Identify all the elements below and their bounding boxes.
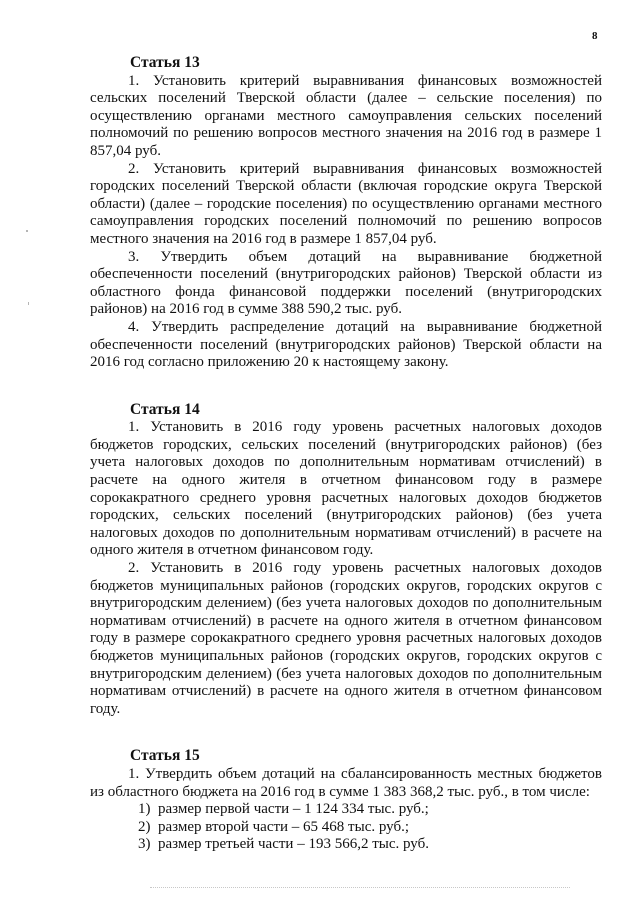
paragraph: 3. Утвердить объем дотаций на выравнивание бюджетной обеспеченности поселений (внутригородских районов) Тверской области из областного фонда финансовой поддержки поселений (внутригородских районов) на 2016 год в сумме 388 590,2 тыс. руб.	[90, 248, 602, 318]
article-14	[90, 401, 602, 719]
article-title: Статья 13	[130, 54, 200, 71]
list-item	[138, 819, 602, 837]
page-number: 8	[592, 30, 598, 42]
paragraph: 2. Установить в 2016 году уровень расчетных налоговых доходов бюджетов муниципальных районов (городских округов, городских округов с внутригородским делением) (без учета налоговых доходов по дополнительным нормативам отчислений) в расчете на одного жителя в отчетном финансовом году в размере сорокакратного среднего уровня расчетных налоговых доходов бюджетов муниципальных районов (городских округов, городских округов с внутригородским делением) (без учета налоговых доходов по дополнительным нормативам отчислений) в расчете на одного жителя в отчетном финансовом году.	[90, 560, 602, 717]
paragraph: 1. Установить в 2016 году уровень расчетных налоговых доходов бюджетов городских, сельских поселений (внутригородских районов) (без учета налоговых доходов по дополнительным нормативам отчислений) в расчете на одного жителя в отчетном финансовом году в размере сорокакратного среднего уровня расчетных налоговых доходов бюджетов городских, сельских поселений (внутригородских районов) (без учета налоговых доходов по дополнительным нормативам отчислений) в расчете на одного жителя в отчетном финансовом году.	[90, 419, 602, 559]
paragraph: 1. Утвердить объем дотаций на сбалансированность местных бюджетов из областного бюджета на 2016 год в сумме 1 383 368,2 тыс. руб., в том числе:	[90, 765, 602, 800]
list-item-number: 2)	[138, 818, 151, 835]
article-title: Статья 15	[130, 747, 200, 765]
list-item-number: 3)	[138, 836, 151, 853]
document-body	[90, 54, 602, 883]
list-item-text: размер третьей части – 193 566,2 тыс. руб.	[158, 836, 429, 853]
scan-edge-line	[150, 887, 570, 888]
paragraph: 1. Установить критерий выравнивания финансовых возможностей сельских поселений Тверской области (далее – сельские поселения) по осуществлению органами местного самоуправления сельских поселений полномочий по решению вопросов местного значения на 2016 год в размере 1 857,04 руб.	[90, 72, 602, 159]
article-title: Статья 14	[130, 400, 200, 418]
article-13	[90, 54, 602, 372]
paragraph: 2. Установить критерий выравнивания финансовых возможностей городских поселений Тверской области (включая городские округа Тверской области) (далее – городские поселения) по осуществлению органами местного самоуправления городских поселений полномочий по решению вопросов местного значения на 2016 год в размере 1 857,04 руб.	[90, 160, 602, 247]
scan-speck	[28, 302, 29, 305]
list-item	[138, 836, 602, 854]
article-15	[90, 747, 602, 854]
list-item-text: размер второй части – 65 468 тыс. руб.;	[158, 818, 410, 835]
paragraph: 4. Утвердить распределение дотаций на выравнивание бюджетной обеспеченности поселений (внутригородских районов) Тверской области на 2016 год согласно приложению 20 к настоящему закону.	[90, 318, 602, 371]
list-item-number: 1)	[138, 801, 151, 818]
scan-speck	[26, 230, 28, 232]
list-item-text: размер первой части – 1 124 334 тыс. руб.;	[158, 801, 429, 818]
list-item	[138, 801, 602, 819]
